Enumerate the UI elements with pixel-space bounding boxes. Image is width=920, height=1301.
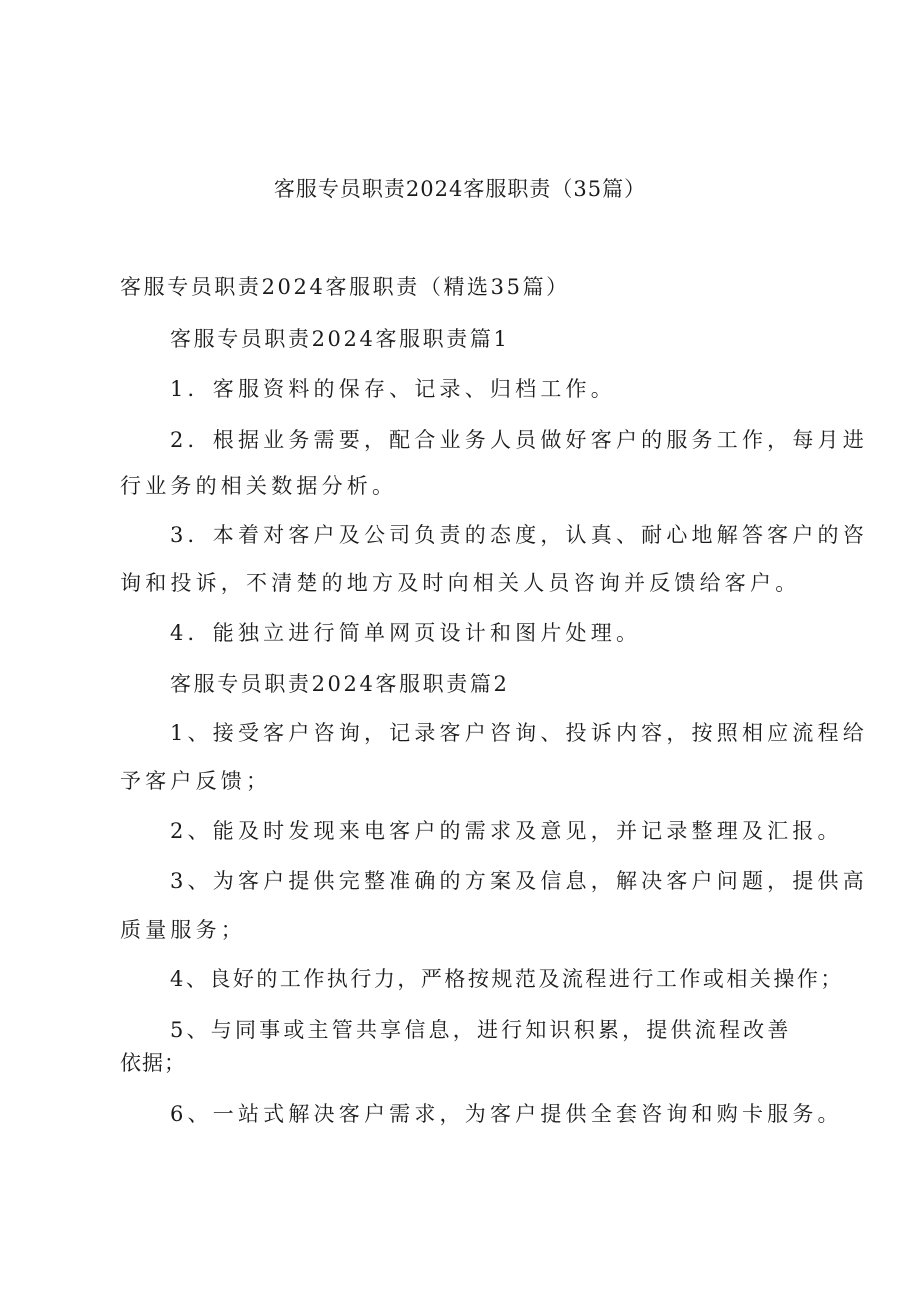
section-1-item-4: 4．能独立进行简单网页设计和图片处理。: [170, 621, 642, 645]
section-2-item-3-cont: 质量服务；: [120, 918, 246, 942]
document-title: 客服专员职责2024客服职责（35篇）: [273, 177, 647, 201]
section-1-heading: 客服专员职责2024客服职责篇1: [170, 327, 510, 351]
section-1-item-1: 1．客服资料的保存、记录、归档工作。: [170, 377, 616, 401]
section-1-item-2: 2．根据业务需要，配合业务人员做好客户的服务工作，每月进: [170, 428, 868, 452]
document-subtitle: 客服专员职责2024客服职责（精选35篇）: [120, 275, 570, 299]
section-2-item-3: 3、为客户提供完整准确的方案及信息，解决客户问题，提供高: [170, 869, 868, 893]
section-2-item-5-cont: 依据；: [120, 1051, 186, 1075]
section-1-item-3: 3．本着对客户及公司负责的态度，认真、耐心地解答客户的咨: [170, 523, 868, 547]
section-2-item-5: 5、与同事或主管共享信息，进行知识积累，提供流程改善: [170, 1018, 792, 1042]
section-1-item-2-cont: 行业务的相关数据分析。: [120, 474, 398, 498]
section-2-item-4: 4、良好的工作执行力，严格按规范及流程进行工作或相关操作；: [170, 967, 844, 991]
section-1-item-3-cont: 询和投诉，不清楚的地方及时向相关人员咨询并反馈给客户。: [120, 571, 801, 595]
section-2-heading: 客服专员职责2024客服职责篇2: [170, 672, 510, 696]
section-2-item-6: 6、一站式解决客户需求，为客户提供全套咨询和购卡服务。: [170, 1102, 843, 1126]
section-2-item-1-cont: 予客户反馈；: [120, 769, 272, 793]
section-2-item-1: 1、接受客户咨询，记录客户咨询、投诉内容，按照相应流程给: [170, 721, 868, 745]
section-2-item-2: 2、能及时发现来电客户的需求及意见，并记录整理及汇报。: [170, 819, 843, 843]
